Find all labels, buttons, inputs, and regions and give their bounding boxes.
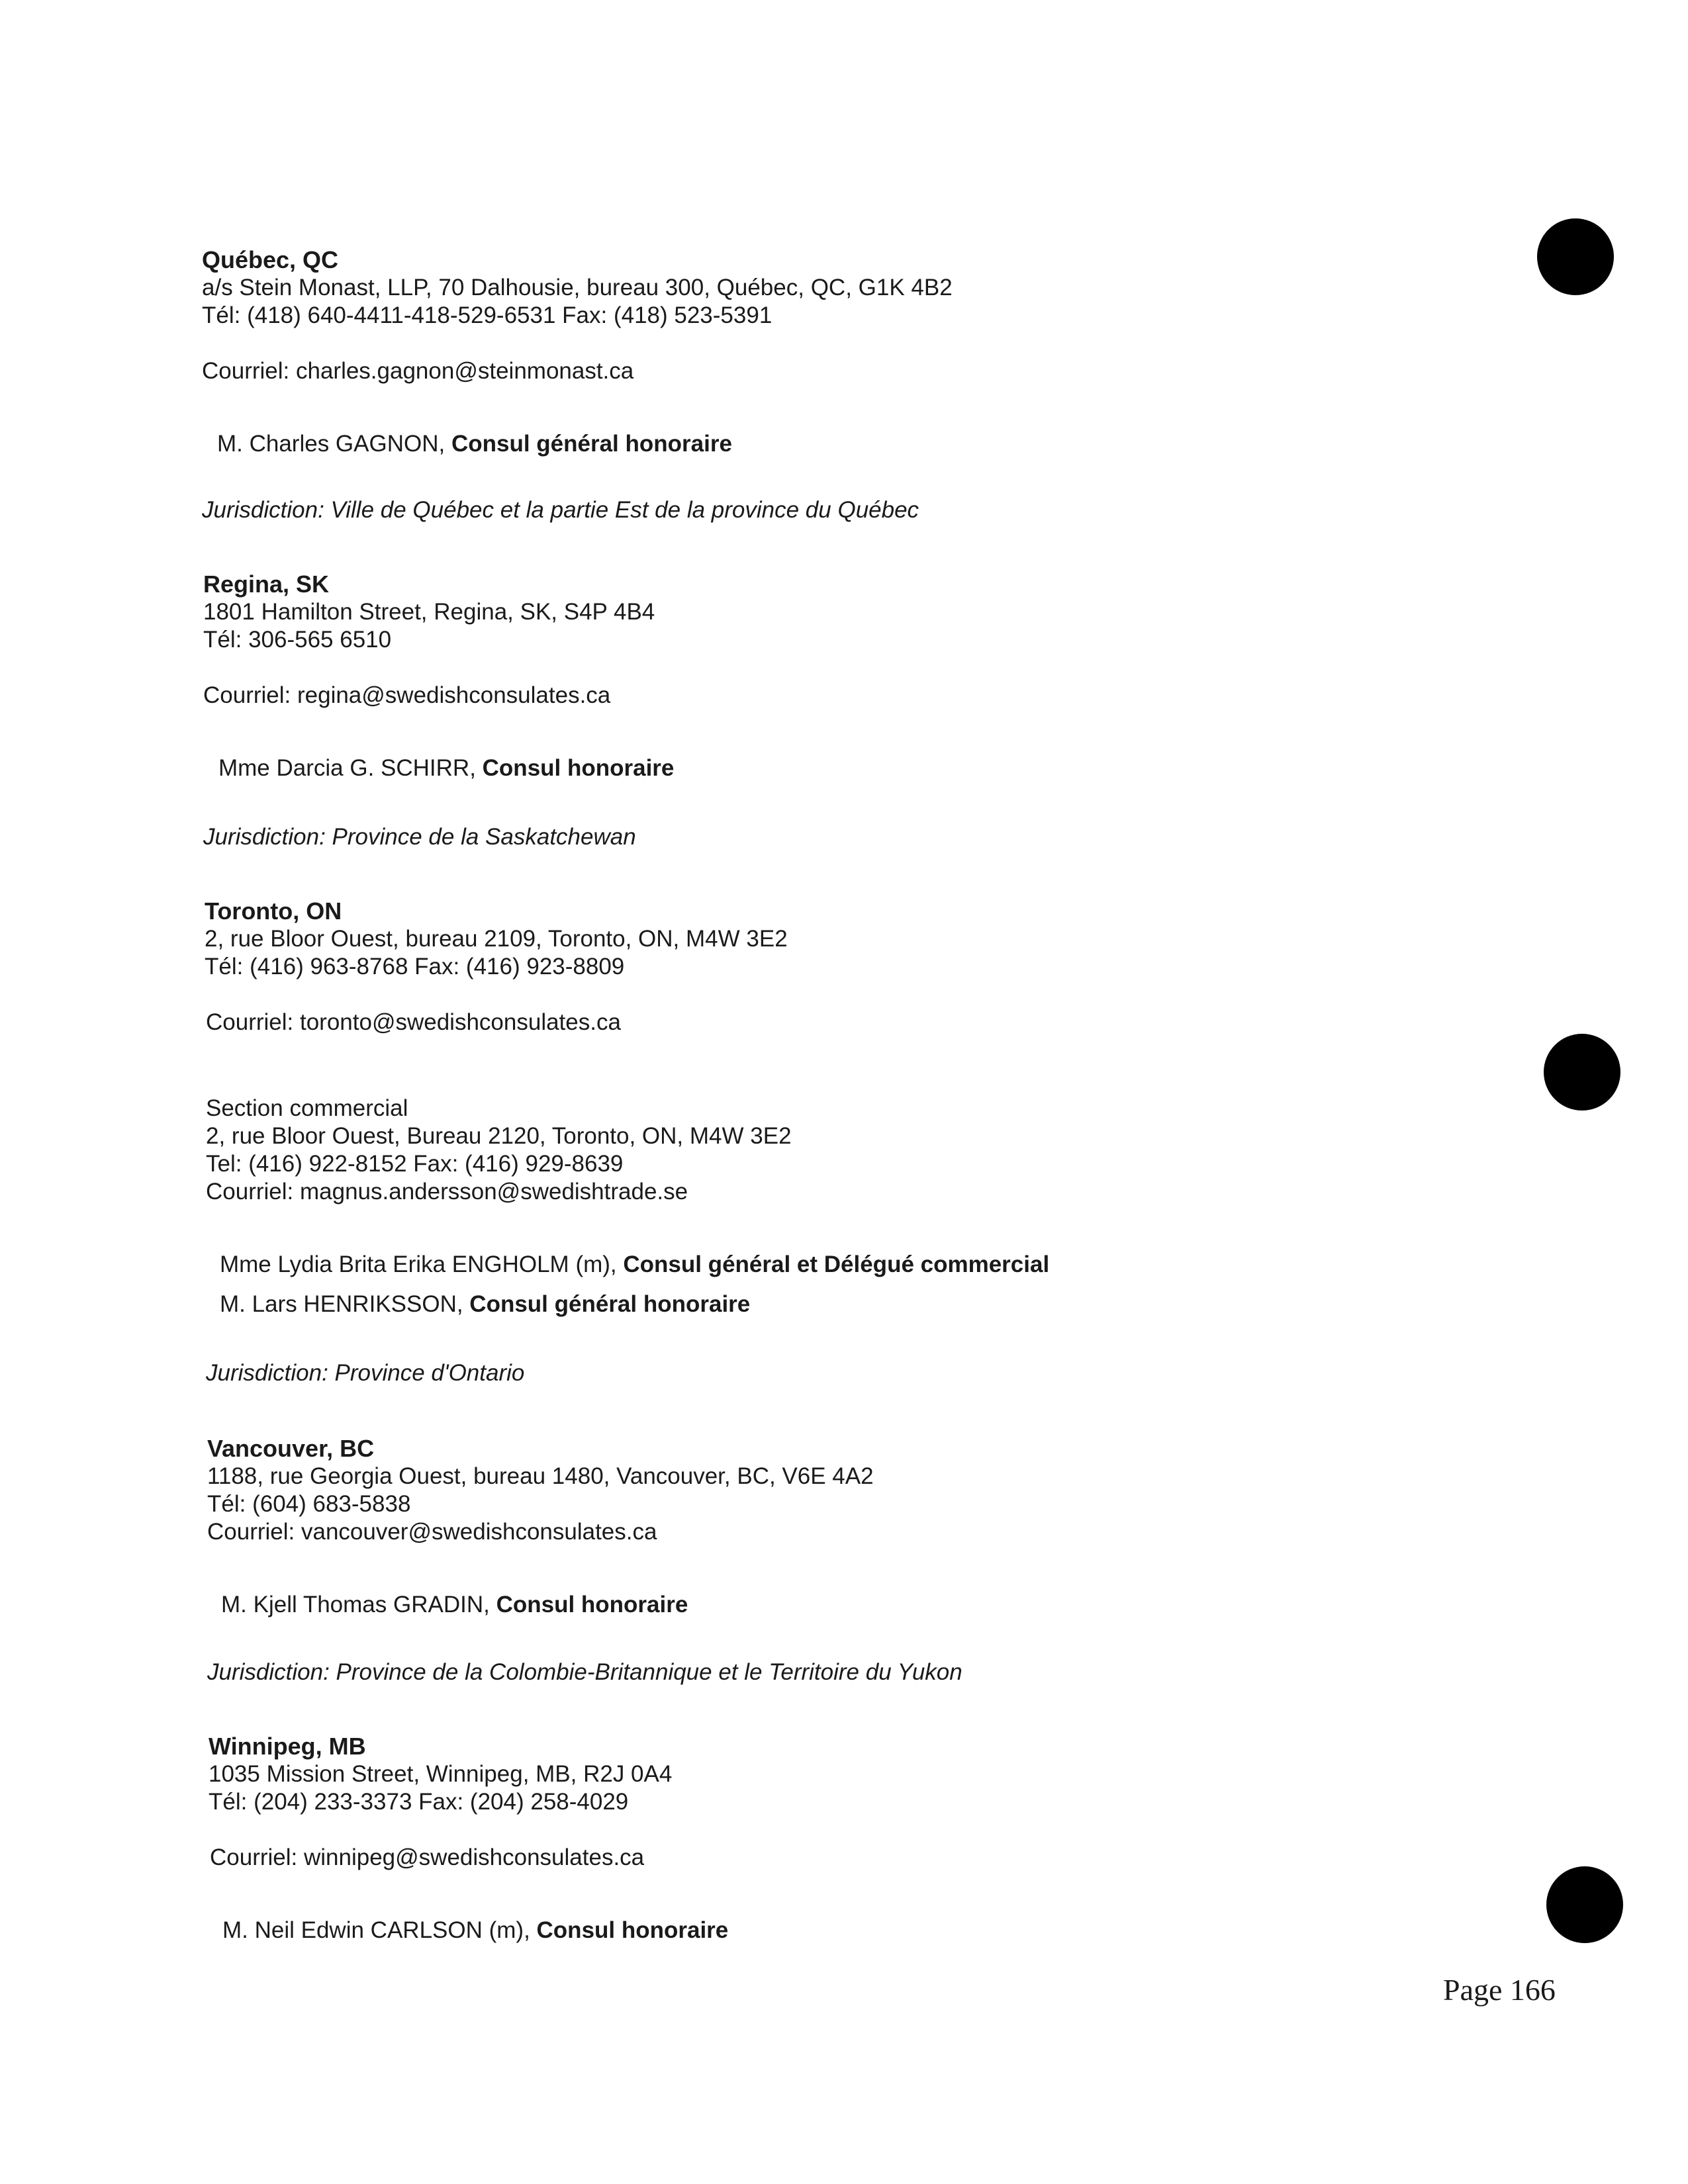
representative xyxy=(221,1591,688,1619)
representative xyxy=(220,1291,750,1318)
rep-title: Consul général honoraire xyxy=(469,1291,751,1317)
jurisdiction-value: Ville de Québec et la partie Est de la province du Québec xyxy=(330,497,919,523)
phone: Tél: (604) 683-5838 xyxy=(207,1491,411,1517)
trade-section-address: 2, rue Bloor Ouest, Bureau 2120, Toronto, ON, M4W 3E2 xyxy=(206,1123,792,1149)
address: a/s Stein Monast, LLP, 70 Dalhousie, bureau 300, Québec, QC, G1K 4B2 xyxy=(202,275,953,300)
jurisdiction xyxy=(207,1659,962,1686)
punch-hole-bottom xyxy=(1546,1866,1623,1943)
email: Courriel: charles.gagnon@steinmonast.ca xyxy=(202,358,634,384)
representative xyxy=(217,430,732,458)
rep-name: M. Kjell Thomas GRADIN, xyxy=(221,1592,496,1617)
address: 1188, rue Georgia Ouest, bureau 1480, Vancouver, BC, V6E 4A2 xyxy=(207,1463,874,1489)
jurisdiction-label: Jurisdiction: xyxy=(206,1360,328,1386)
jurisdiction-label: Jurisdiction: xyxy=(207,1659,330,1685)
email: Courriel: winnipeg@swedishconsulates.ca xyxy=(210,1844,645,1870)
rep-name: Mme Darcia G. SCHIRR, xyxy=(218,755,483,781)
jurisdiction-label: Jurisdiction: xyxy=(203,824,326,850)
city-heading: Regina, SK xyxy=(203,570,330,598)
jurisdiction xyxy=(203,823,636,851)
city-heading: Québec, QC xyxy=(202,246,339,273)
representative xyxy=(222,1917,728,1944)
rep-name: Mme Lydia Brita Erika ENGHOLM (m), xyxy=(220,1251,624,1277)
jurisdiction xyxy=(206,1359,524,1387)
jurisdiction-label: Jurisdiction: xyxy=(202,497,324,523)
rep-title: Consul général honoraire xyxy=(451,431,732,457)
phone: Tél: (416) 963-8768 Fax: (416) 923-8809 xyxy=(205,954,625,979)
rep-name: M. Charles GAGNON, xyxy=(217,431,451,457)
email: Courriel: regina@swedishconsulates.ca xyxy=(203,682,611,708)
punch-hole-middle xyxy=(1544,1034,1620,1111)
jurisdiction-value: Province de la Colombie-Britannique et le Territoire du Yukon xyxy=(336,1659,962,1685)
address: 2, rue Bloor Ouest, bureau 2109, Toronto, ON, M4W 3E2 xyxy=(205,926,788,952)
jurisdiction xyxy=(202,496,919,524)
email: Courriel: toronto@swedishconsulates.ca xyxy=(206,1009,621,1035)
trade-section-phone: Tel: (416) 922-8152 Fax: (416) 929-8639 xyxy=(206,1151,624,1177)
phone: Tél: (418) 640-4411-418-529-6531 Fax: (418) 523-5391 xyxy=(202,302,773,328)
jurisdiction-value: Province d'Ontario xyxy=(334,1360,525,1386)
address: 1035 Mission Street, Winnipeg, MB, R2J 0A4 xyxy=(209,1761,673,1787)
city-heading: Winnipeg, MB xyxy=(209,1733,366,1760)
rep-name: M. Neil Edwin CARLSON (m), xyxy=(222,1917,537,1943)
jurisdiction-value: Province de la Saskatchewan xyxy=(332,824,636,850)
rep-title: Consul honoraire xyxy=(496,1592,688,1617)
phone: Tél: (204) 233-3373 Fax: (204) 258-4029 xyxy=(209,1789,629,1815)
phone: Tél: 306-565 6510 xyxy=(203,627,392,653)
email: Courriel: vancouver@swedishconsulates.ca xyxy=(207,1519,657,1545)
city-heading: Toronto, ON xyxy=(205,897,342,925)
representative xyxy=(220,1251,1049,1279)
rep-title: Consul honoraire xyxy=(536,1917,729,1943)
representative xyxy=(218,754,674,782)
city-heading: Vancouver, BC xyxy=(207,1435,375,1462)
punch-hole-top xyxy=(1537,218,1614,295)
rep-name: M. Lars HENRIKSSON, xyxy=(220,1291,470,1317)
address: 1801 Hamilton Street, Regina, SK, S4P 4B4 xyxy=(203,599,655,625)
trade-section-label: Section commercial xyxy=(206,1095,408,1121)
page-number: Page 166 xyxy=(1443,1973,1556,2007)
rep-title: Consul général et Délégué commercial xyxy=(623,1251,1050,1277)
trade-section-email: Courriel: magnus.andersson@swedishtrade.se xyxy=(206,1179,688,1205)
rep-title: Consul honoraire xyxy=(482,755,675,781)
